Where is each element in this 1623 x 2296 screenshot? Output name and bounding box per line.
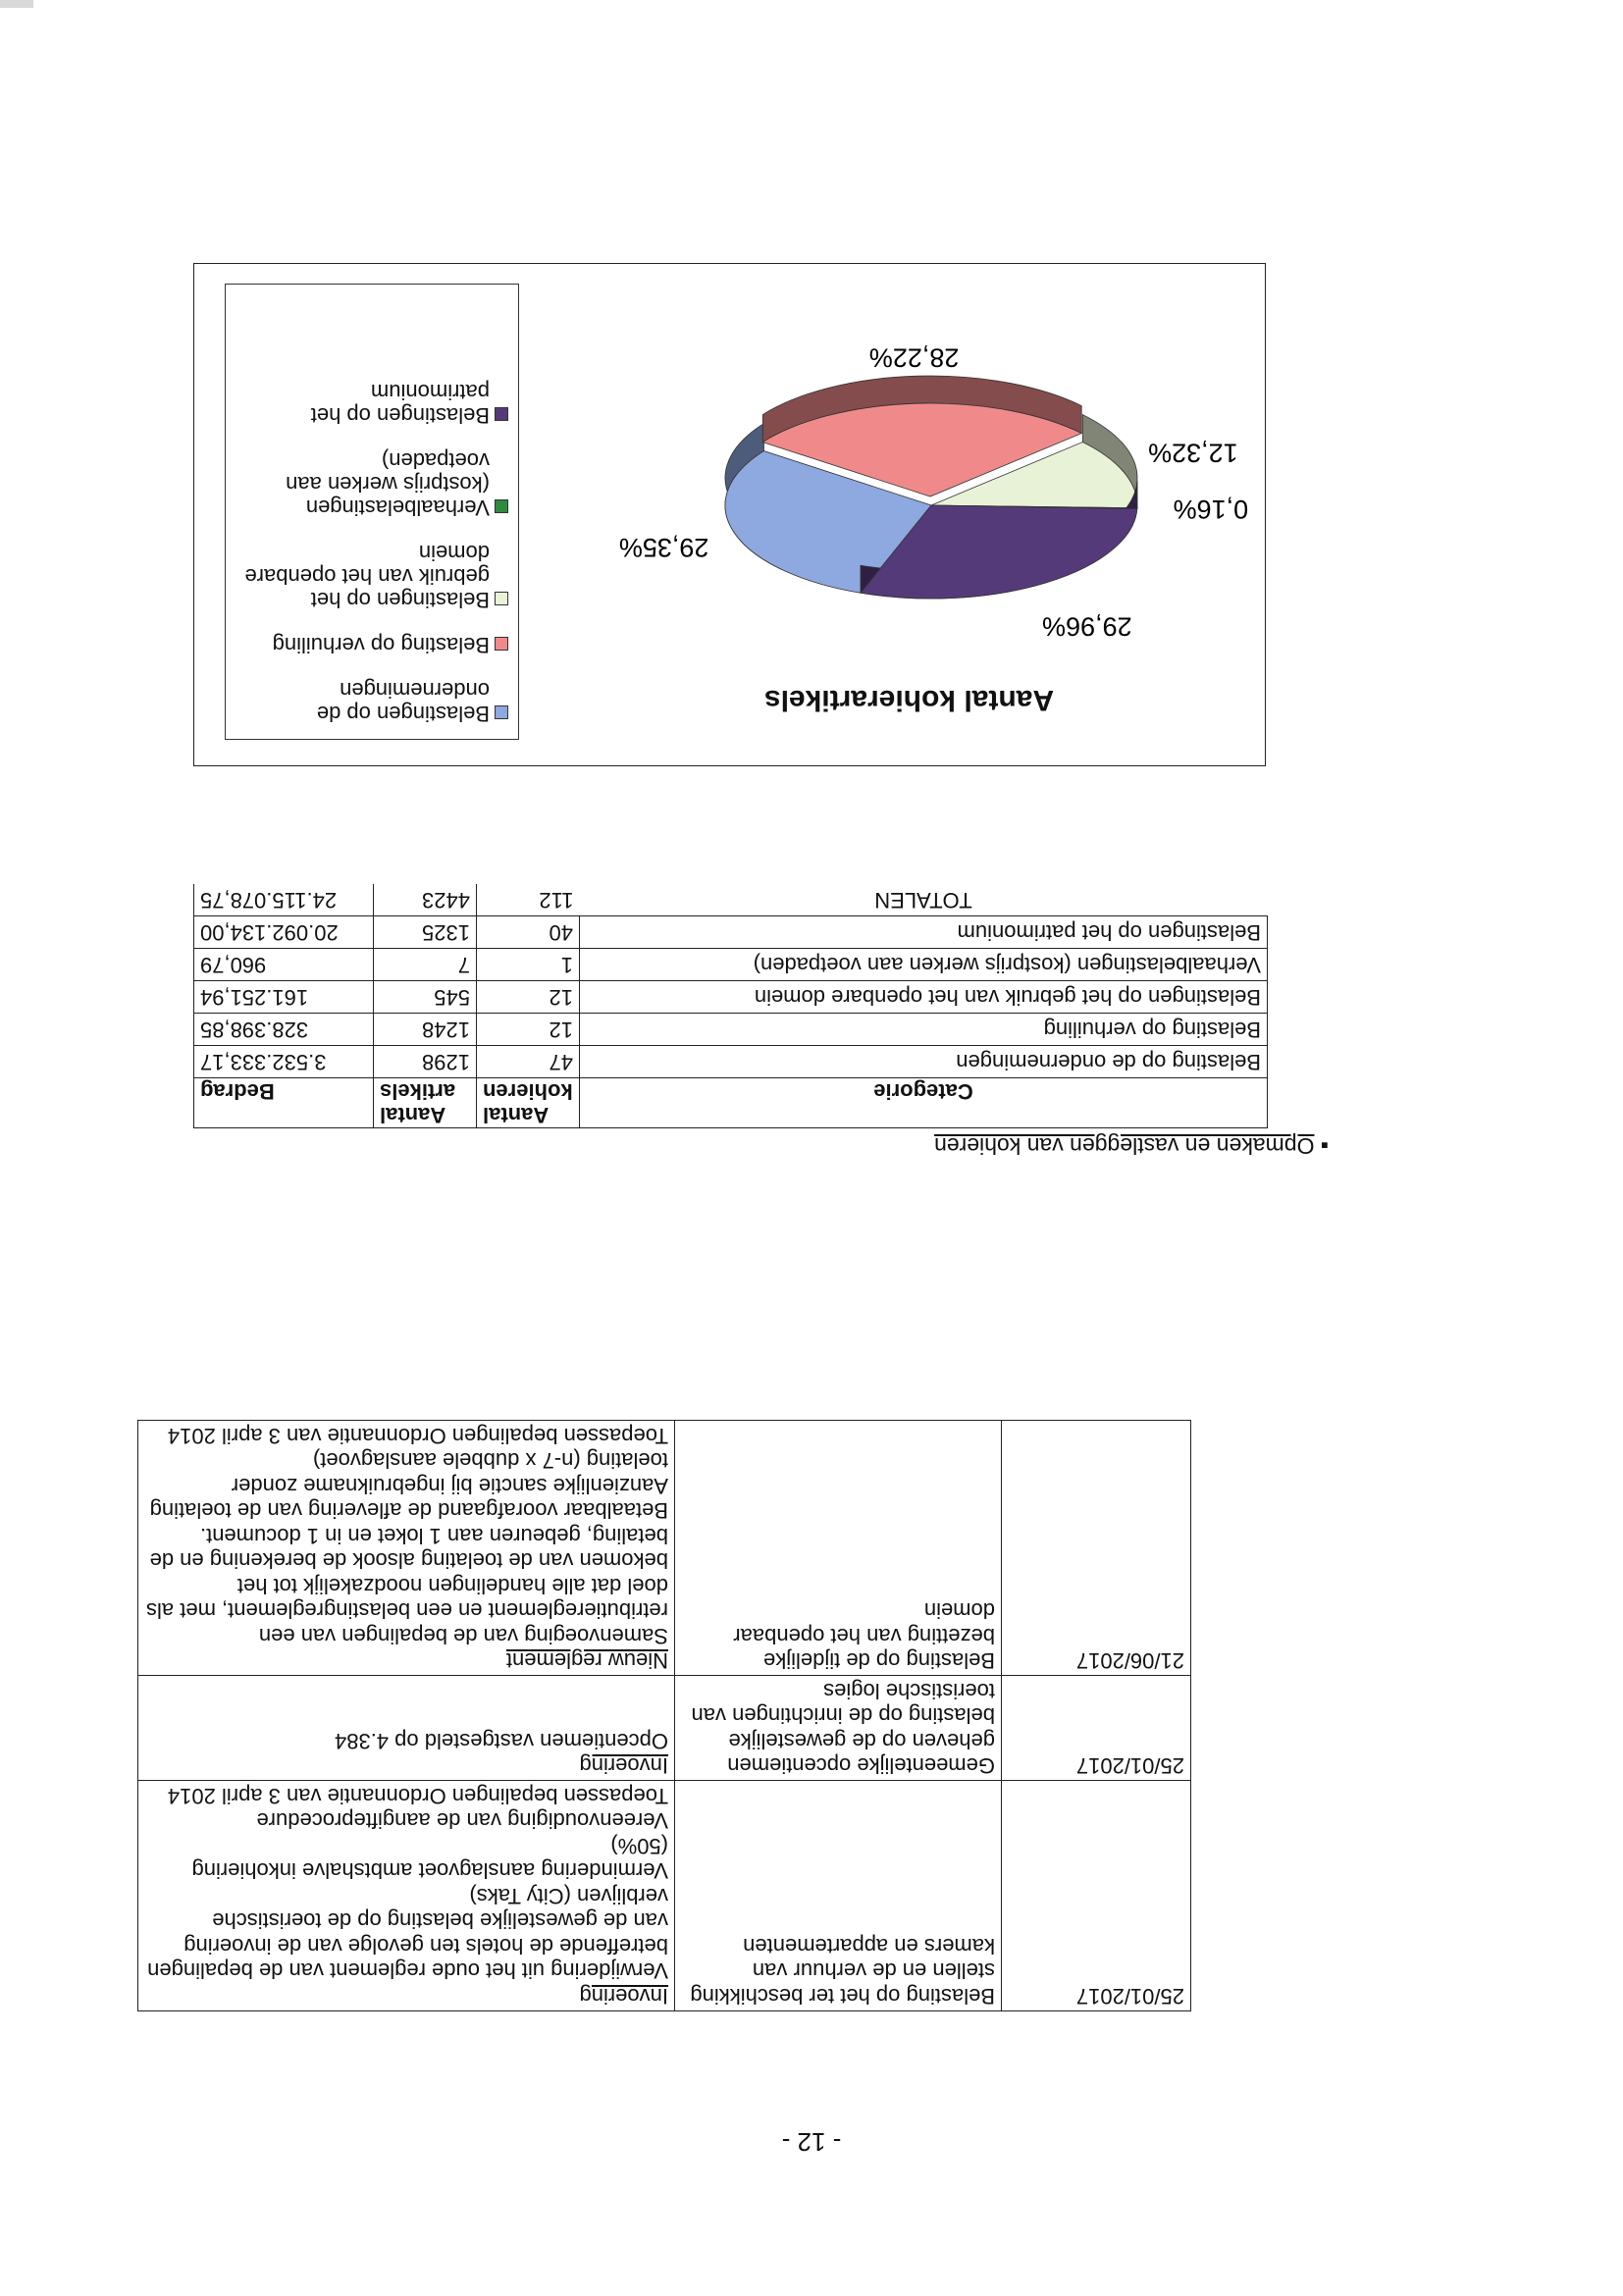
category-cell: Belastingen op het gebruik van het openbare domein [580, 981, 1268, 1014]
col-header-category: Categorie [580, 1078, 1268, 1128]
detail-item: Vermindering aanslagvoet ambtshalve inkohiering (50%) [191, 1834, 668, 1884]
amount-cell: 20.092.134,00 [194, 916, 374, 949]
bullet-icon: ▪ [1320, 1133, 1329, 1159]
kohieren-cell: 12 [477, 981, 580, 1014]
date-cell: 25/01/2017 [1002, 1781, 1191, 2011]
artikels-cell: 1248 [374, 1014, 477, 1046]
amount-cell: 3.532.333,17 [194, 1046, 374, 1078]
pie-data-label: 12,32% [1148, 438, 1238, 468]
legend-item [236, 380, 508, 427]
subject-cell: Belasting op de tijdelijke bezetting van het openbaar domein [675, 1421, 1002, 1676]
legend-item [236, 541, 508, 611]
pie-chart-panel [193, 263, 1266, 766]
pie-data-label: 29,96% [1042, 611, 1132, 642]
legend-label: Belastingen op het patrimonium [310, 380, 490, 428]
table-row [138, 1676, 1191, 1781]
detail-item: Toepassen bepalingen Ordonnantie van 3 april 2014 [167, 1424, 668, 1448]
artikels-cell: 1298 [374, 1046, 477, 1078]
table-row [194, 1014, 1268, 1046]
col-header-amount: Bedrag [194, 1078, 374, 1128]
artikels-cell: 1325 [374, 916, 477, 949]
table-row [194, 981, 1268, 1014]
totals-label: TOTALEN [580, 884, 1268, 916]
total-artikels-cell: 4423 [374, 884, 477, 916]
amount-cell: 328.398,85 [194, 1014, 374, 1046]
detail-item: Opcentiemen vastgesteld op 4.384 [334, 1729, 668, 1753]
category-cell: Belastingen op het patrimonium [580, 916, 1268, 949]
legend-label: Verhaalbelastingen (kostprijs werken aan voetpaden) [286, 448, 490, 520]
category-cell: Belasting op verhuiling [580, 1014, 1268, 1046]
date-cell: 25/01/2017 [1002, 1676, 1191, 1781]
legend-swatch [495, 499, 508, 513]
section-heading-text: Opmaken en vastleggen van kohieren [934, 1133, 1315, 1159]
pie-data-label: 28,22% [868, 342, 960, 373]
subject-cell: Gemeentelijke opcentiemen geheven op de gewestelijke belasting op de inrichtingen van toeristische logies [675, 1676, 1002, 1781]
legend-item [236, 448, 508, 519]
kohieren-cell: 47 [477, 1046, 580, 1078]
legend-label: Belastingen op het gebruik van het openbare domein [244, 541, 490, 612]
legend-swatch [495, 637, 508, 651]
detail-item: Toepassen bepalingen Ordonnantie van 3 april 2014 [167, 1784, 668, 1808]
date-cell: 21/06/2017 [1002, 1421, 1191, 1676]
table-row [194, 1046, 1268, 1078]
col-header-artikels: Aantal artikels [374, 1078, 477, 1128]
amount-cell: 161.251,94 [194, 981, 374, 1014]
category-cell: Belasting op de ondernemingen [580, 1046, 1268, 1078]
section-heading [934, 1132, 1329, 1159]
details-cell [138, 1676, 675, 1781]
row-heading: Invoering [579, 1984, 668, 2009]
legend-item [236, 678, 508, 725]
legend-item [236, 633, 508, 656]
pie-data-label: 29,35% [618, 533, 709, 563]
events-table [137, 1421, 1191, 2012]
legend-swatch [495, 592, 508, 605]
pie-data-label: 0,16% [1173, 495, 1249, 525]
header-row [194, 1078, 1268, 1128]
kohieren-cell: 1 [477, 949, 580, 981]
row-heading: Nieuw reglement [505, 1648, 668, 1674]
details-cell [138, 1781, 675, 2011]
kohieren-cell: 12 [477, 1014, 580, 1046]
total-amount-cell: 24.115.078,75 [194, 884, 374, 916]
artikels-cell: 7 [374, 949, 477, 981]
total-kohieren-cell: 112 [477, 884, 580, 916]
category-cell: Verhaalbelastingen (kostprijs werken aan voetpaden) [580, 949, 1268, 981]
amount-cell: 960,79 [194, 949, 374, 981]
col-header-kohieren: Aantal kohieren [477, 1078, 580, 1128]
detail-item: Samenvoeging van de bepalingen van een retributiereglement en een belastingreglement, met als doel dat alle handelingen noodzakelijk tot het bekomen van de toelating alsook de berekening en de betaling, gebeuren aan 1 loket en in 1 document. [146, 1524, 668, 1648]
totals-row [194, 884, 1268, 916]
subject-cell: Belasting op het ter beschikking stellen en de verhuur van kamers en appartementen [675, 1781, 1002, 2011]
pie-chart [539, 275, 1265, 667]
legend-label: Belastingen op de ondernemingen [316, 678, 490, 726]
table-row [194, 949, 1268, 981]
artikels-cell: 545 [374, 981, 477, 1014]
row-heading: Invoering [579, 1753, 668, 1779]
chart-title: Aantal kohierartikels [763, 684, 1055, 716]
legend-swatch [495, 407, 508, 421]
legend-swatch [495, 705, 508, 719]
details-cell [138, 1421, 675, 1676]
detail-item: Betaalbaar voorafgaand de aflevering van de toelating [149, 1498, 668, 1524]
kohieren-table [193, 884, 1268, 1128]
page-number: - 12 - [781, 2127, 842, 2157]
detail-item: Verwijdering uit het oude reglement van de bepalingen betreffende de hotels ten gevolge van de invoering van de gewestelijke belasting op de toeristische verblijven (City Taks) [147, 1884, 668, 1984]
table-row [138, 1781, 1191, 2011]
table-row [194, 916, 1268, 949]
kohieren-cell: 40 [477, 916, 580, 949]
chart-legend [225, 284, 519, 740]
detail-item: Vereenvoudiging van de aangifteprocedure [256, 1808, 668, 1834]
table-row [138, 1421, 1191, 1676]
legend-label: Belasting op verhuiling [272, 633, 490, 657]
detail-item: Aanzienlijke sanctie bij ingebruikname zonder toelating (n-7 x dubbele aanslagvoet) [231, 1448, 668, 1498]
